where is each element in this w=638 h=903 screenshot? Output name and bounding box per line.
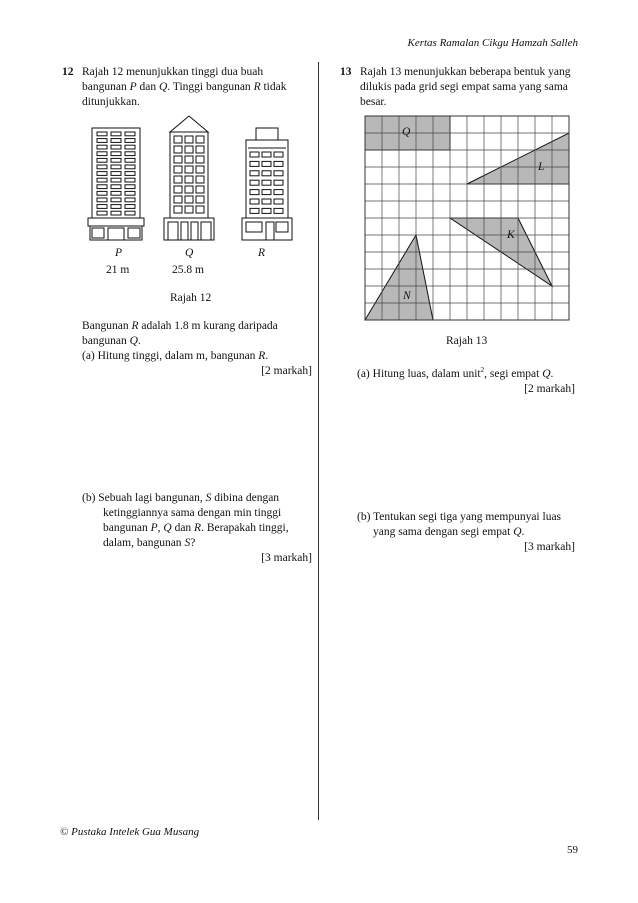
- question-12-info: [82, 319, 312, 379]
- q13-part-b-line2: yang sama dengan segi empat Q.: [373, 526, 525, 538]
- q12-part-b-line1: (b) Sebuah lagi bangunan, S dibina dengan: [82, 492, 280, 504]
- q12-part-b-line3: bangunan P, Q dan R. Berapakah tinggi,: [103, 522, 289, 534]
- shape-label-L: L: [538, 161, 545, 173]
- question-12-part-b: [82, 491, 312, 566]
- figure-13-caption: Rajah 13: [446, 335, 488, 347]
- q12-intro-line1: Rajah 12 menunjukkan tinggi dua buah: [82, 66, 264, 78]
- building-R: [242, 128, 292, 240]
- shape-label-K: K: [507, 229, 515, 241]
- buildings-figure: [80, 110, 310, 290]
- q13-part-b-line1: (b) Tentukan segi tiga yang mempunyai luas: [357, 511, 562, 523]
- column-divider: [318, 62, 319, 820]
- q12-part-b-marks: [3 markah]: [261, 552, 312, 564]
- q12-intro-line3: ditunjukkan.: [82, 96, 140, 108]
- page-header: Kertas Ramalan Cikgu Hamzah Salleh: [407, 37, 578, 49]
- label-Q-height: 25.8 m: [172, 264, 204, 276]
- building-Q: [164, 116, 214, 240]
- question-13-part-a: [357, 363, 575, 397]
- q12-part-b-line4: dalam, bangunan S?: [103, 537, 196, 549]
- label-R: R: [258, 247, 266, 259]
- q12-part-a-marks: [2 markah]: [261, 365, 312, 377]
- question-12-intro: [82, 65, 312, 110]
- question-13-number: 13: [340, 66, 352, 78]
- q13-part-b-marks: [3 markah]: [524, 541, 575, 553]
- page-number: 59: [567, 844, 578, 856]
- label-P: P: [115, 247, 123, 259]
- q12-info-line2: bangunan Q.: [82, 335, 141, 347]
- question-13-part-b: [357, 510, 575, 555]
- q12-part-b-line2: ketinggiannya sama dengan min tinggi: [103, 507, 282, 519]
- q13-intro-line3: besar.: [360, 96, 387, 108]
- footer-copyright: © Pustaka Intelek Gua Musang: [60, 826, 200, 838]
- label-Q: Q: [185, 247, 194, 259]
- q13-part-a-line: (a) Hitung luas, dalam unit$^2$, segi empat Q.: [357, 366, 554, 380]
- q12-part-a: (a) Hitung tinggi, dalam m, bangunan R.: [82, 350, 269, 362]
- shape-label-Q: Q: [402, 126, 411, 138]
- question-12-number: 12: [62, 66, 74, 78]
- q12-intro-line2: bangunan P dan Q. Tinggi bangunan R tidak: [82, 81, 287, 93]
- figure-12-caption: Rajah 12: [170, 292, 212, 304]
- question-13-intro: [360, 65, 585, 110]
- label-P-height: 21 m: [106, 264, 130, 276]
- q13-intro-line1: Rajah 13 menunjukkan beberapa bentuk yang: [360, 66, 571, 78]
- building-P: [88, 128, 144, 240]
- shape-label-N: N: [403, 290, 411, 302]
- q13-part-a-marks: [2 markah]: [524, 382, 575, 395]
- q12-info-line1: Bangunan R adalah 1.8 m kurang daripada: [82, 320, 278, 332]
- grid-figure: [362, 113, 574, 325]
- q13-intro-line2: dilukis pada grid segi empat sama yang sama: [360, 81, 568, 93]
